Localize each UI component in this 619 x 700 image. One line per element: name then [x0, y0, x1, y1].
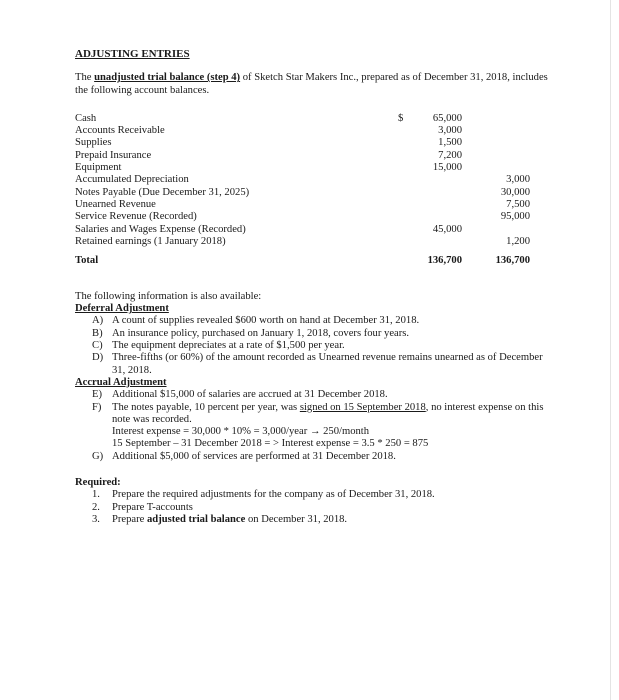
account-name: Cash — [75, 112, 97, 124]
required-list — [75, 489, 555, 526]
deferral-list — [75, 315, 555, 376]
item-text: Prepare T-accounts — [112, 501, 193, 513]
item-text: An insurance policy, purchased on January 1, 2018, covers four years. — [112, 327, 410, 339]
table-row — [75, 199, 545, 211]
list-item — [75, 340, 555, 352]
item-text: Prepare the required adjustments for the company as of December 31, 2018. — [112, 489, 435, 501]
trial-balance-table — [75, 113, 555, 281]
page-edge — [610, 0, 611, 700]
item-text-post: on December 31, 2018. — [245, 513, 348, 525]
table-row — [75, 211, 545, 223]
debit-value: 1,500 — [438, 137, 462, 149]
credit-value: 95,000 — [500, 211, 530, 223]
item-text: Additional $15,000 of salaries are accrued at 31 December 2018. — [112, 389, 388, 401]
intro-pre: The — [75, 72, 95, 84]
credit-value: 30,000 — [500, 186, 530, 198]
account-name: Prepaid Insurance — [75, 149, 152, 161]
item-label: C) — [92, 340, 103, 352]
list-item — [75, 451, 555, 463]
table-row — [75, 174, 545, 186]
item-label: B) — [92, 327, 103, 339]
required-section — [75, 477, 555, 526]
item-text: A count of supplies revealed $600 worth on hand at December 31, 2018. — [112, 315, 420, 327]
table-row — [75, 125, 545, 137]
list-item — [75, 315, 555, 327]
interest-calc-1: Interest expense = 30,000 * 10% = 3,000/year → 250/month — [112, 426, 370, 438]
item-text-pre: The notes payable, 10 percent per year, was — [112, 401, 300, 413]
debit-value: 136,700 — [427, 255, 462, 267]
list-item — [75, 502, 555, 514]
credit-value: 7,500 — [506, 198, 530, 210]
list-item — [75, 489, 555, 501]
accrual-heading: Accrual Adjustment — [75, 376, 167, 388]
account-name: Salaries and Wages Expense (Recorded) — [75, 223, 246, 235]
item-text-underlined: signed on 15 September 2018 — [299, 401, 426, 413]
item-label: 3. — [92, 513, 100, 525]
item-text-post: , no interest expense on this note was recorded. — [112, 401, 544, 425]
page-title: ADJUSTING ENTRIES — [75, 48, 190, 60]
table-row — [75, 224, 545, 236]
list-item — [75, 352, 555, 377]
debit-value: 65,000 — [432, 112, 462, 124]
account-name: Notes Payable (Due December 31, 2025) — [75, 186, 250, 198]
account-name: Unearned Revenue — [75, 198, 156, 210]
debit-value: 3,000 — [438, 125, 462, 137]
item-label: 1. — [92, 489, 100, 501]
table-row — [75, 236, 545, 248]
item-label: A) — [92, 315, 104, 327]
debit-value: 45,000 — [432, 223, 462, 235]
interest-calc-2: 15 September – 31 December 2018 = > Interest expense = 3.5 * 250 = 875 — [112, 438, 429, 450]
intro-post: of Sketch Star Makers Inc., prepared as of December 31, 2018, includes the following account balances. — [75, 72, 548, 96]
account-name: Accounts Receivable — [75, 125, 165, 137]
item-text: Three-fifths (or 60%) of the amount recorded as Unearned revenue remains unearned as of December 31, 2018. — [112, 352, 543, 376]
credit-value: 1,200 — [506, 235, 530, 247]
table-row — [75, 187, 545, 199]
debit-value: 15,000 — [432, 162, 462, 174]
account-name: Total — [75, 255, 99, 267]
item-text: Additional $5,000 of services are performed at 31 December 2018. — [112, 450, 396, 462]
required-heading: Required: — [75, 477, 121, 489]
item-text: The equipment depreciates at a rate of $1,500 per year. — [112, 340, 345, 352]
list-item — [75, 389, 555, 401]
item-label: D) — [92, 352, 104, 364]
debit-value: 7,200 — [438, 149, 462, 161]
credit-value: 136,700 — [495, 255, 530, 267]
account-name: Equipment — [75, 162, 122, 174]
deferral-heading: Deferral Adjustment — [75, 303, 169, 315]
item-label: E) — [92, 389, 102, 401]
table-row — [75, 150, 545, 162]
item-label: G) — [92, 450, 104, 462]
intro-highlight: unadjusted trial balance (step 4) — [94, 72, 241, 84]
account-name: Retained earnings (1 January 2018) — [75, 235, 226, 247]
table-row — [75, 113, 545, 125]
item-text-pre: Prepare — [112, 513, 147, 525]
item-label: F) — [92, 401, 102, 413]
table-row — [75, 162, 545, 174]
item-text-bold: adjusted trial balance — [147, 513, 246, 525]
credit-value: 3,000 — [506, 174, 530, 186]
list-item — [75, 402, 555, 451]
list-item — [75, 514, 555, 526]
currency-symbol: $ — [398, 112, 404, 124]
intro-paragraph — [75, 72, 555, 97]
account-name: Supplies — [75, 137, 112, 149]
total-row — [75, 255, 545, 267]
available-text: The following information is also available: — [75, 290, 262, 302]
list-item — [75, 328, 555, 340]
item-label: 2. — [92, 501, 100, 513]
document-page — [75, 48, 555, 526]
table-row — [75, 137, 545, 149]
account-name: Service Revenue (Recorded) — [75, 211, 197, 223]
account-name: Accumulated Depreciation — [75, 174, 189, 186]
accrual-list — [75, 389, 555, 463]
